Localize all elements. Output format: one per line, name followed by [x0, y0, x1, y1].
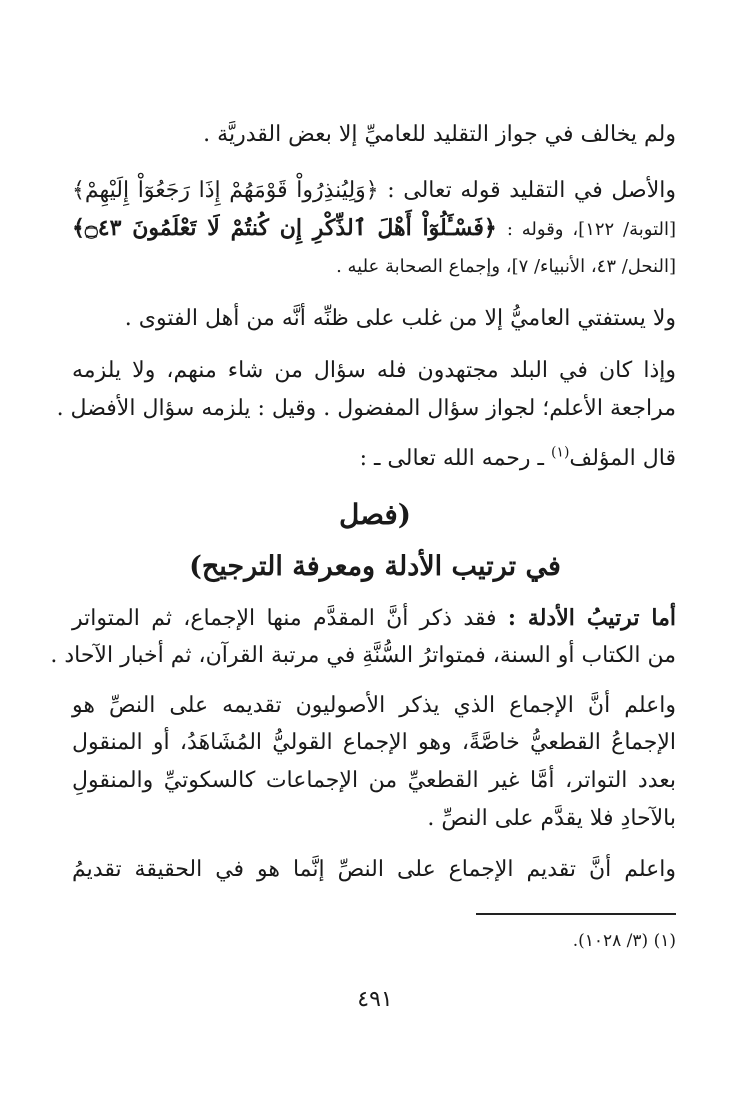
- section-subheading: في ترتيب الأدلة ومعرفة الترجيح): [189, 551, 561, 582]
- paragraph-line: [72, 443, 676, 475]
- paragraph-line: [72, 765, 676, 797]
- paragraph-line: [72, 690, 676, 722]
- text-span: الإجماعُ القطعيُّ خاصَّةً، وهو الإجماع القوليُّ المُشَاهَدُ، أو المنقول: [72, 730, 676, 755]
- text-span: واعلم أنَّ تقديم الإجماع على النصِّ إنَّما هو في الحقيقة تقديمُ: [72, 857, 676, 882]
- text-span: والأصل في التقليد قوله تعالى : ﴿وَلِيُنذِرُواْ قَوْمَهُمْ إِذَا رَجَعُوٓاْ إِلَيْهِمْ﴾: [72, 178, 676, 203]
- paragraph-line: [72, 119, 676, 151]
- paragraph-line: [72, 602, 676, 635]
- paragraph-line: [72, 803, 676, 835]
- text-span: ولا يستفتي العاميُّ إلا من غلب على ظنِّه أنَّه من أهل الفتوى .: [124, 306, 676, 331]
- paragraph-line: [50, 640, 676, 672]
- text-span: ـ رحمه الله تعالى ـ :: [359, 446, 551, 471]
- paragraph-line: [72, 303, 676, 335]
- text-span: بالآحادِ فلا يقدَّم على النصِّ .: [427, 806, 676, 831]
- page-number: ٤٩١: [357, 987, 393, 1012]
- bold-lead: أما ترتيبُ الأدلة :: [507, 605, 676, 631]
- paragraph-line: [56, 393, 676, 425]
- footnote-divider: [476, 913, 676, 915]
- quran-verse: ﴿فَسْـَٔلُوٓاْ أَهْلَ ٱلذِّكْرِ إِن كُنتُمْ لَا تَعْلَمُونَ ۝٤٣﴾: [72, 215, 497, 241]
- text-span: فقد ذكر أنَّ المقدَّم منها الإجماع، ثم المتواتر: [72, 606, 508, 631]
- paragraph-line: [72, 250, 676, 283]
- verse-reference: [النحل/ ٤٣، الأنبياء/ ٧]، وإجماع الصحابة عليه .: [336, 256, 676, 277]
- text-span: من الكتاب أو السنة، فمتواترُ السُّنَّةِ في مرتبة القرآن، ثم أخبار الآحاد .: [50, 643, 676, 668]
- footnote: (١) (٣/ ١٠٢٨).: [572, 931, 676, 951]
- section-heading: (فصل: [338, 498, 412, 531]
- paragraph-line: [72, 727, 676, 759]
- text-span: وإذا كان في البلد مجتهدون فله سؤال من شاء منهم، ولا يلزمه: [72, 358, 676, 383]
- text-span: بعدد التواتر، أمَّا غير القطعيِّ من الإجماعات كالسكوتيِّ والمنقولِ: [72, 768, 676, 793]
- text-span: ولم يخالف في جواز التقليد للعاميِّ إلا بعض القدريَّة .: [203, 122, 676, 147]
- footnote-marker[interactable]: (١): [550, 444, 570, 461]
- text-span: قال المؤلف: [569, 446, 676, 471]
- text-span: واعلم أنَّ الإجماع الذي يذكر الأصوليون تقديمه على النصِّ هو: [72, 693, 676, 718]
- paragraph-line: [72, 212, 676, 246]
- paragraph-line: [72, 854, 676, 886]
- paragraph-line: [72, 175, 676, 207]
- paragraph-line: [72, 355, 676, 387]
- verse-reference: [التوبة/ ١٢٢]، وقوله :: [506, 219, 677, 240]
- text-span: مراجعة الأعلم؛ لجواز سؤال المفضول . وقيل : يلزمه سؤال الأفضل .: [56, 396, 676, 421]
